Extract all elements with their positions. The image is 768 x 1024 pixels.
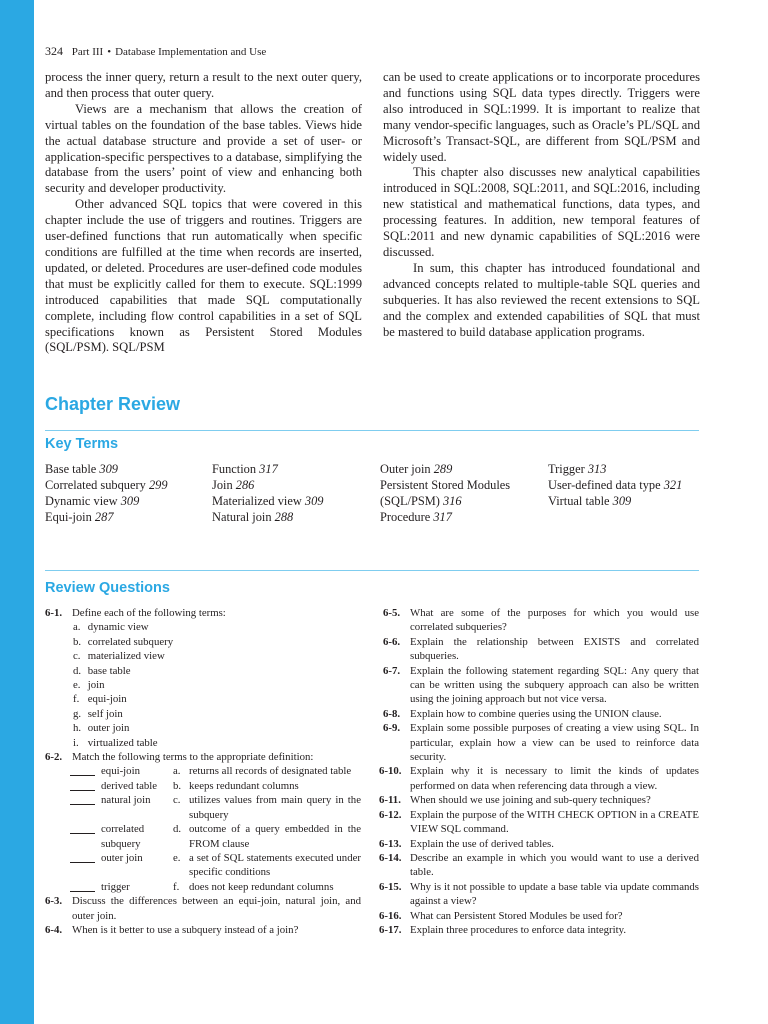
question [45, 606, 361, 620]
question [379, 880, 699, 909]
term-name: Function [212, 462, 257, 476]
question-number: 6-17. [379, 923, 402, 936]
term-page: 316 [443, 493, 462, 508]
match-term: natural join [101, 794, 151, 807]
term-page: 288 [274, 509, 294, 524]
header-title: Database Implementation and Use [115, 46, 267, 58]
question-text: Define each of the following terms: [72, 607, 226, 619]
matching-row [70, 764, 361, 778]
question-number: 6-11. [379, 794, 401, 807]
body-column-left [45, 70, 362, 356]
question-number: 6-6. [383, 635, 401, 648]
term-name: Join [212, 477, 233, 492]
key-term-continuation [380, 494, 510, 510]
term-name: Virtual table [548, 493, 610, 508]
question [45, 923, 361, 937]
question [45, 894, 361, 923]
match-definition: outcome of a query embedded in the FROM clause [189, 823, 361, 850]
question-text: When should we use joining and sub-query techniques? [410, 794, 651, 807]
question [379, 793, 699, 807]
key-terms-col-2 [212, 462, 324, 526]
key-term [380, 462, 510, 478]
paragraph: This chapter also discusses new analytical capabilities introduced in SQL:2008, SQL:2011, and SQL:2016, including new statistical and mathematical functions, data types, and processing features. In addition, new temporal features of SQL:2011 and new dynamic capabilities of SQL:2016 were discussed. [383, 165, 700, 259]
question [45, 750, 361, 764]
question-text: Match the following terms to the appropriate definition: [72, 751, 314, 764]
matching-row [70, 822, 361, 851]
match-letter: e. [173, 851, 181, 864]
term-list-item [45, 692, 361, 706]
running-header [45, 44, 266, 59]
key-term [380, 510, 510, 526]
term-list-item [45, 678, 361, 692]
key-term [548, 462, 682, 478]
term-page: 309 [304, 493, 324, 508]
matching-row [70, 851, 361, 880]
term-page: 317 [433, 509, 452, 524]
match-definition: a set of SQL statements executed under specific conditions [189, 851, 361, 879]
match-term: trigger [101, 880, 130, 893]
question-number: 6-8. [383, 707, 401, 720]
key-term [212, 510, 324, 526]
question [383, 664, 699, 707]
question-text: Explain the relationship between EXISTS and correlated subqueries. [410, 635, 699, 663]
question-number: 6-15. [379, 880, 402, 893]
matching-row [70, 880, 361, 894]
review-questions-heading: Review Questions [45, 580, 170, 596]
term-list-item [45, 620, 361, 634]
item-text: join [87, 679, 105, 692]
paragraph: can be used to create applications or to incorporate procedures and functions using SQL data types directly. Triggers were also introduced in SQL:1999. It is important to realize that many vendor-specific languages, such as Oracle’s PL/SQL and Microsoft’s Transact-SQL, are different from SQL/PSM and widely used. [383, 70, 700, 164]
term-list-item [45, 649, 361, 663]
term-name: Equi-join [45, 509, 92, 524]
item-text: virtualized table [87, 736, 158, 749]
item-letter: c. [73, 650, 81, 663]
section-rule [45, 430, 699, 431]
match-letter: f. [173, 880, 180, 893]
match-definition: does not keep redundant columns [189, 880, 334, 893]
question-text: Describe an example in which you would want to use a derived table. [410, 851, 699, 879]
key-term [380, 478, 510, 494]
question-text: Explain three procedures to enforce data integrity. [410, 923, 627, 936]
paragraph: Views are a mechanism that allows the creation of virtual tables on the foundation of the base tables. Views hide the actual database structure and provide a set of user- or application-specific perspectives to a database, simplifying the database from the users’ point of view and enhancing both security and developer productivity. [45, 101, 362, 196]
page-number: 324 [45, 44, 63, 58]
match-definition: returns all records of designated table [189, 765, 352, 778]
term-page: 309 [120, 493, 140, 508]
question-number: 6-10. [379, 765, 402, 778]
key-term [212, 494, 324, 510]
term-name: Base table [45, 462, 97, 476]
key-terms-col-3 [380, 462, 510, 526]
question [379, 808, 699, 837]
answer-blank[interactable] [70, 764, 95, 776]
item-text: materialized view [87, 650, 165, 663]
answer-blank[interactable] [70, 880, 95, 892]
key-terms-heading: Key Terms [45, 436, 119, 452]
item-text: equi-join [87, 693, 127, 706]
match-letter: a. [173, 765, 181, 778]
item-letter: f. [73, 693, 80, 706]
term-page: 321 [663, 477, 683, 492]
term-list-item [45, 736, 361, 750]
review-questions-left [45, 606, 361, 937]
accent-sidebar [0, 0, 34, 1024]
question [383, 635, 699, 664]
key-terms-col-4 [548, 462, 682, 510]
item-letter: e. [73, 679, 81, 692]
question [379, 923, 699, 937]
question-number: 6-1. [45, 607, 63, 619]
review-questions-right [379, 606, 699, 937]
paragraph: process the inner query, return a result to the next outer query, and then process that outer query. [45, 70, 362, 100]
key-term [45, 494, 168, 510]
question [383, 721, 699, 764]
item-text: base table [87, 664, 131, 677]
question-text: Explain the use of derived tables. [410, 837, 554, 850]
match-term: equi-join [101, 765, 140, 778]
key-term [212, 478, 324, 494]
term-page: 309 [612, 493, 632, 508]
question [379, 764, 699, 793]
match-letter: b. [173, 779, 182, 792]
question-number: 6-12. [379, 808, 402, 821]
match-term: correlated subquery [101, 823, 145, 850]
answer-blank[interactable] [70, 779, 95, 791]
term-name: Correlated subquery [45, 477, 146, 492]
question [379, 851, 699, 880]
match-term: outer join [101, 851, 143, 864]
term-page: 317 [259, 462, 278, 476]
key-term [45, 462, 168, 478]
question-text: When is it better to use a subquery instead of a join? [72, 923, 299, 936]
question-number: 6-4. [45, 923, 63, 936]
question-number: 6-2. [45, 751, 63, 764]
term-name: User-defined data type [548, 477, 661, 492]
question-number: 6-14. [379, 851, 402, 864]
item-text: self join [87, 707, 123, 720]
body-column-right [383, 70, 700, 340]
question-text: Discuss the differences between an equi-join, natural join, and outer join. [72, 895, 361, 922]
item-text: dynamic view [87, 621, 149, 634]
key-term [45, 478, 168, 494]
key-term [45, 510, 168, 526]
answer-blank[interactable] [70, 793, 95, 805]
item-letter: b. [73, 635, 82, 648]
item-text: outer join [87, 722, 130, 735]
key-terms-col-1 [45, 462, 168, 526]
term-page: 313 [587, 462, 607, 476]
term-page: 287 [94, 509, 114, 524]
question-text: What are some of the purposes for which you would use correlated subqueries? [410, 607, 699, 634]
term-name: Dynamic view [45, 493, 118, 508]
question-number: 6-16. [379, 909, 402, 922]
matching-row [70, 779, 361, 793]
match-term: derived table [101, 779, 158, 792]
question-number: 6-9. [383, 722, 401, 735]
header-bullet: • [107, 46, 112, 58]
term-list-item [45, 721, 361, 735]
answer-blank[interactable] [70, 822, 95, 834]
question-number: 6-3. [45, 895, 63, 908]
item-letter: a. [73, 621, 81, 634]
term-name: Outer join [380, 462, 431, 476]
term-list-item [45, 664, 361, 678]
question-number: 6-5. [383, 607, 401, 619]
term-name: Trigger [548, 462, 585, 476]
part-label: Part III [71, 46, 104, 58]
question-text: Explain why it is necessary to limit the kinds of updates performed on data when referencing data through a view. [410, 765, 699, 792]
term-name: Persistent Stored Modules [380, 477, 511, 492]
term-name-cont: (SQL/PSM) [380, 493, 440, 508]
question-text: What can Persistent Stored Modules be used for? [410, 909, 623, 922]
key-term [212, 462, 324, 478]
question-number: 6-13. [379, 837, 402, 850]
match-definition: utilizes values from main query in the subquery [189, 794, 361, 821]
key-term [548, 478, 682, 494]
question [379, 837, 699, 851]
term-page: 299 [148, 477, 168, 492]
paragraph: In sum, this chapter has introduced foundational and advanced concepts related to multiple-table SQL queries and subqueries. It has also reviewed the recent extensions to SQL and the complex and extended capabilities of SQL that must be mastered to build database application programs. [383, 260, 700, 339]
answer-blank[interactable] [70, 851, 95, 863]
question [383, 606, 699, 635]
matching-table [45, 764, 361, 894]
term-name: Procedure [380, 509, 431, 524]
match-letter: d. [173, 823, 182, 836]
match-letter: c. [173, 794, 181, 807]
question-text: Explain how to combine queries using the UNION clause. [410, 707, 662, 720]
item-text: correlated subquery [87, 635, 174, 648]
question-number: 6-7. [383, 664, 401, 677]
item-letter: i. [73, 736, 79, 749]
term-name: Materialized view [212, 493, 302, 508]
term-page: 309 [99, 462, 118, 476]
matching-row [70, 793, 361, 822]
match-definition: keeps redundant columns [189, 779, 299, 792]
chapter-review-heading: Chapter Review [45, 394, 181, 414]
term-name: Natural join [212, 509, 272, 524]
question-text: Why is it not possible to update a base table via update commands against a view? [410, 880, 699, 908]
question [379, 909, 699, 923]
item-letter: g. [73, 707, 82, 720]
paragraph: Other advanced SQL topics that were covered in this chapter include the use of triggers and routines. Triggers are user-defined functions that run automatically when specific conditions are fulfilled at the time when records are inserted, updated, or deleted. Procedures are user-defined code modules that must be explicitly called for them to execute. SQL:1999 introduced capabilities that made SQL computationally complete, including flow control capabilities in a set of SQL specifications known as Persistent Stored Modules (SQL/PSM). SQL/PSM [45, 197, 362, 355]
term-list-item [45, 635, 361, 649]
question [383, 707, 699, 721]
section-rule [45, 570, 699, 571]
question-text: Explain the following statement regarding SQL: Any query that can be written using the subquery approach can also be written using the joining approach but not vice versa. [410, 664, 699, 706]
term-page: 289 [433, 462, 453, 476]
term-page: 286 [235, 477, 255, 492]
question-text: Explain some possible purposes of creating a view using SQL. In particular, explain how a view can be used to reinforce data security. [410, 722, 699, 764]
key-term [548, 494, 682, 510]
term-list-item [45, 707, 361, 721]
item-letter: h. [73, 722, 82, 735]
question-text: Explain the purpose of the WITH CHECK OPTION in a CREATE VIEW SQL command. [410, 808, 699, 836]
item-letter: d. [73, 664, 82, 677]
